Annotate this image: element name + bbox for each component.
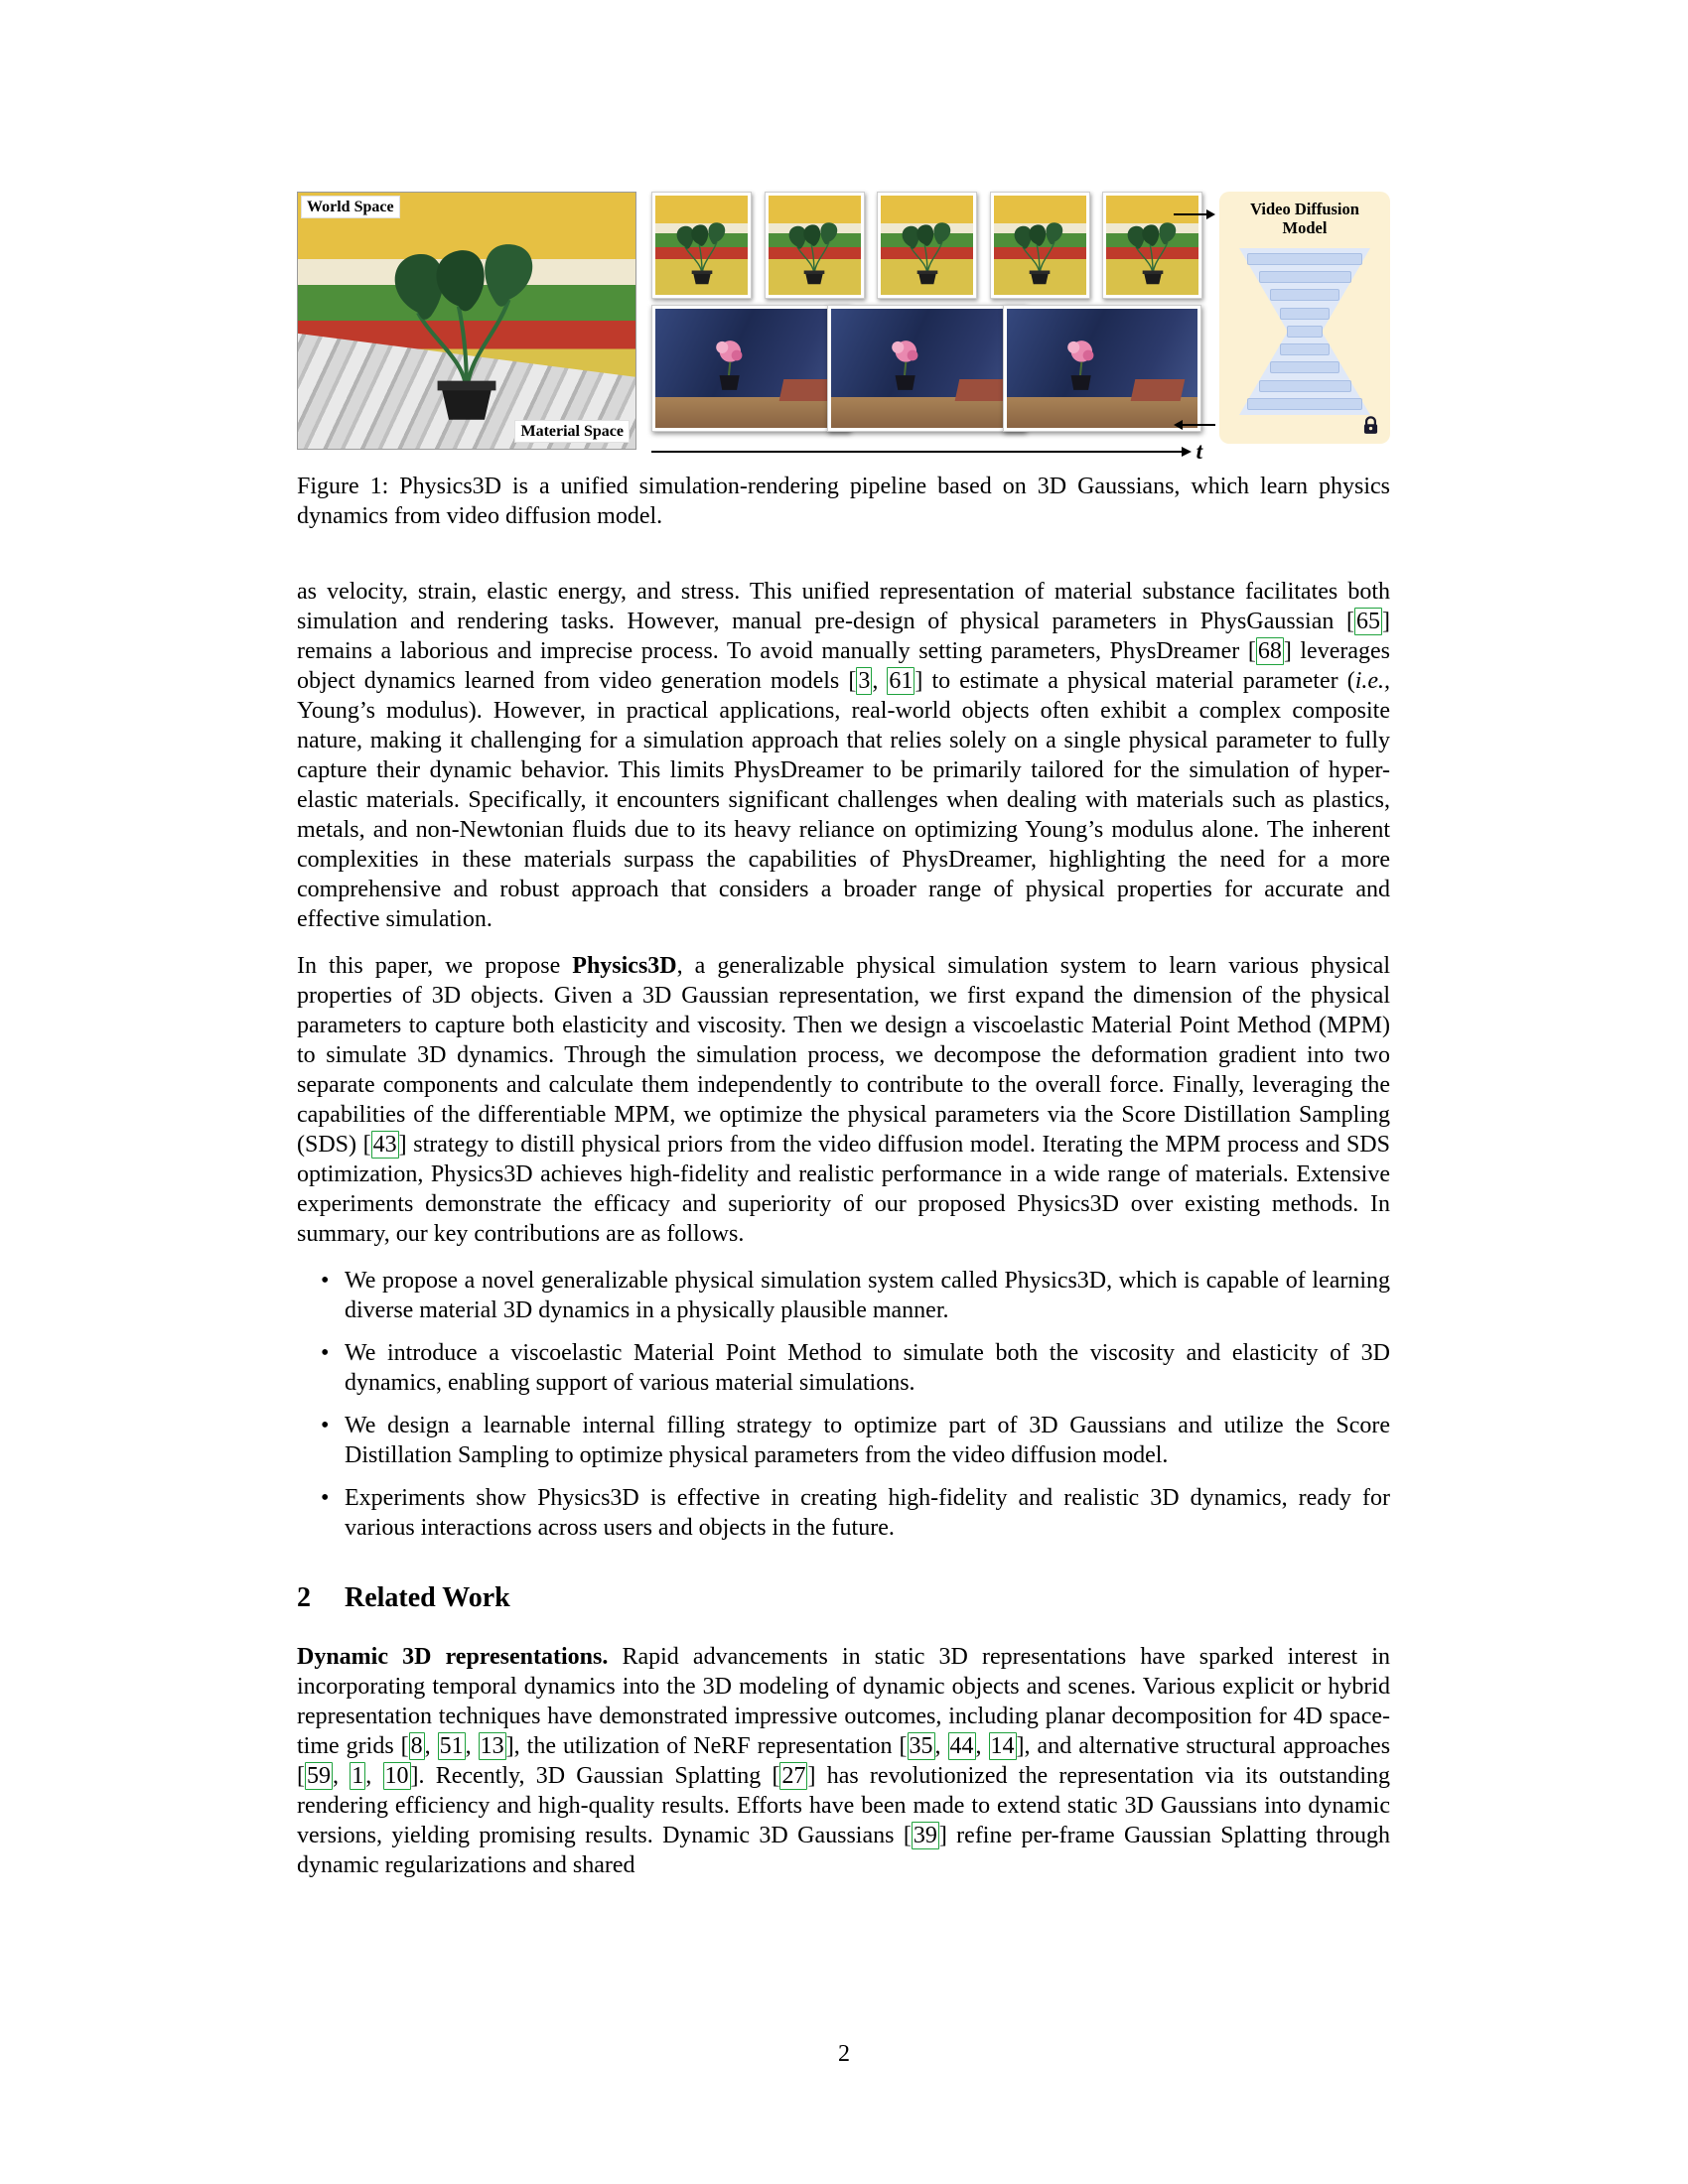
bullet-icon: • <box>321 1268 330 1294</box>
unet-layer <box>1259 271 1351 283</box>
flower-illustration <box>690 319 771 419</box>
hourglass-layers <box>1239 253 1370 410</box>
citation-link[interactable]: 51 <box>439 1733 464 1759</box>
contribution-item <box>321 1483 1390 1543</box>
video-frames-column <box>651 192 1202 464</box>
plant-frame-image <box>994 196 1086 295</box>
contribution-text: We propose a novel generalizable physical simulation system called Physics3D, which is capable of learning diverse material 3D dynamics in a physically plausible manner. <box>345 1268 1390 1323</box>
plant-video-frame <box>765 192 865 299</box>
bullet-icon: • <box>321 1340 330 1366</box>
flower-frame-image <box>655 309 846 428</box>
plant-frame-image <box>655 196 748 295</box>
lock-icon <box>1360 415 1381 436</box>
video-diffusion-column <box>1217 192 1390 456</box>
plant-video-frame <box>651 192 752 299</box>
figure-caption: Figure 1: Physics3D is a unified simulation-rendering pipeline based on 3D Gaussians, which learn physics dynamics from video diffusion model. <box>297 474 1390 529</box>
text-column <box>297 192 1390 1897</box>
citation-link[interactable]: 13 <box>480 1733 504 1759</box>
plant-illustration <box>1118 209 1187 293</box>
section-number: 2 <box>297 1582 311 1613</box>
flower-frame-image <box>1007 309 1197 428</box>
flower-illustration <box>866 319 946 419</box>
book-prop <box>954 379 1008 401</box>
citation-link[interactable]: 27 <box>781 1763 806 1789</box>
unet-layer <box>1259 380 1351 392</box>
flower-video-frame <box>1003 305 1201 432</box>
unet-layer <box>1270 361 1339 373</box>
time-axis-label: t <box>1196 439 1202 464</box>
related-work-paragraph: Dynamic 3D representations. Rapid advancements in static 3D representations have sparked interest in incorporating temporal dynamics into the 3D modeling of dynamic objects and scenes. Various explicit or hybrid representation techniques have demonstrated impressive outcomes, including planar decomposition for 4D space-time grids [8, 51, 13], the utilization of NeRF representation [35, 44, 14], and alternative structural approaches [59, 1, 10]. Recently, 3D Gaussian Splatting [27] has revolutionized the representation via its outstanding rendering efficiency and high-quality results. Efforts have been made to extend static 3D Gaussians into dynamic versions, yielding promising results. Dynamic 3D Gaussians [39] refine per-frame Gaussian Splatting through dynamic regularizations and shared <box>297 1644 1391 1878</box>
contribution-text: We design a learnable internal filling strategy to optimize part of 3D Gaussians and utilize the Score Distillation Sampling to optimize physical parameters from the video diffusion model. <box>345 1413 1390 1468</box>
flower-illustration <box>1042 319 1122 419</box>
world-space-label: World Space <box>301 196 400 218</box>
plant-illustration <box>355 228 578 423</box>
video-diffusion-model-box <box>1219 192 1390 444</box>
citation-link[interactable]: 44 <box>949 1733 974 1759</box>
figure-1 <box>297 192 1390 464</box>
flower-video-frame <box>651 305 850 432</box>
arrow-right-icon <box>1174 207 1215 221</box>
time-axis <box>651 440 1202 463</box>
arrow-left-icon <box>1174 418 1215 432</box>
flower-frame-strip <box>651 305 1202 432</box>
unet-layer <box>1280 308 1330 320</box>
plant-frame-strip <box>651 192 1202 299</box>
citation-link[interactable]: 14 <box>990 1733 1015 1759</box>
citation-link[interactable]: 68 <box>1257 638 1282 664</box>
contribution-text: Experiments show Physics3D is effective in creating high-fidelity and realistic 3D dynamics, ready for various interactions across users and objects in the future. <box>345 1485 1390 1541</box>
citation-link[interactable]: 1 <box>352 1763 364 1789</box>
unet-hourglass-diagram <box>1239 248 1370 415</box>
section-title: Related Work <box>345 1582 510 1613</box>
citation-link[interactable]: 59 <box>307 1763 331 1789</box>
citation-link[interactable]: 10 <box>384 1763 409 1789</box>
plant-illustration <box>1006 209 1074 293</box>
page-number: 2 <box>838 2041 850 2067</box>
unet-layer <box>1280 343 1330 355</box>
plant-illustration <box>780 209 849 293</box>
plant-illustration <box>667 209 736 293</box>
bullet-icon: • <box>321 1413 330 1438</box>
plant-video-frame <box>877 192 977 299</box>
contribution-list <box>297 1266 1390 1543</box>
unet-layer <box>1247 253 1362 265</box>
bullet-icon: • <box>321 1485 330 1511</box>
citation-link[interactable]: 3 <box>858 668 871 694</box>
world-space-image <box>297 192 636 450</box>
unet-layer <box>1247 398 1362 410</box>
section-heading-related-work <box>297 1582 1390 1614</box>
contribution-item <box>321 1338 1390 1398</box>
plant-frame-image <box>769 196 861 295</box>
citation-link[interactable]: 8 <box>410 1733 423 1759</box>
citation-link[interactable]: 39 <box>913 1823 937 1848</box>
material-space-label: Material Space <box>514 420 630 443</box>
plant-frame-image <box>881 196 973 295</box>
unet-layer <box>1287 326 1323 338</box>
intro-paragraph-continued: as velocity, strain, elastic energy, and stress. This unified representation of material substance facilitates both simulation and rendering tasks. However, manual pre-design of physical parameters in PhysGaussian [65] remains a laborious and imprecise process. To avoid manually setting parameters, PhysDreamer [68] leverages object dynamics learned from video generation models [3, 61] to estimate a physical material parameter (i.e., Young’s modulus). However, in practical applications, real-world objects often exhibit a complex composite nature, making it challenging for a simulation approach that relies solely on a single physical parameter to fully capture their dynamic behavior. This limits PhysDreamer to be primarily tailored for the simulation of hyper-elastic materials. Specifically, it encounters significant challenges when dealing with materials such as plastics, metals, and non-Newtonian fluids due to its heavy reliance on optimizing Young’s modulus alone. The inherent complexities in these materials surpass the capabilities of PhysDreamer, highlighting the need for a more comprehensive and robust approach that considers a broader range of physical properties for accurate and effective simulation. <box>297 579 1391 932</box>
flower-frame-image <box>831 309 1022 428</box>
approach-paragraph: In this paper, we propose Physics3D, a generalizable physical simulation system to learn various physical properties of 3D objects. Given a 3D Gaussian representation, we first expand the dimension of the physical parameters to capture both elasticity and viscosity. Then we design a viscoelastic Material Point Method (MPM) to simulate 3D dynamics. Through the simulation process, we decompose the deformation gradient into two separate components and calculate them independently to contribute to the overall force. Finally, leveraging the capabilities of the differentiable MPM, we optimize the physical parameters via the Score Distillation Sampling (SDS) [43] strategy to distill physical priors from the video diffusion model. Iterating the MPM process and SDS optimization, Physics3D achieves high-fidelity and realistic performance in a wide range of materials. Extensive experiments demonstrate the efficacy and superiority of our proposed Physics3D over existing methods. In summary, our key contributions are as follows. <box>297 953 1390 1247</box>
citation-link[interactable]: 43 <box>372 1132 397 1158</box>
plant-illustration <box>893 209 961 293</box>
contribution-item <box>321 1266 1390 1325</box>
citation-link[interactable]: 35 <box>909 1733 933 1759</box>
citation-link[interactable]: 61 <box>889 668 914 694</box>
time-arrow-icon <box>651 451 1190 453</box>
video-diffusion-model-label: Video Diffusion Model <box>1250 200 1359 237</box>
plant-video-frame <box>990 192 1090 299</box>
contribution-text: We introduce a viscoelastic Material Point Method to simulate both the viscosity and elasticity of 3D dynamics, enabling support of various material simulations. <box>345 1340 1390 1396</box>
book-prop <box>778 379 832 401</box>
citation-link[interactable]: 65 <box>1356 609 1380 634</box>
contribution-item <box>321 1411 1390 1470</box>
unet-layer <box>1270 289 1339 301</box>
book-prop <box>1130 379 1184 401</box>
flower-video-frame <box>827 305 1026 432</box>
